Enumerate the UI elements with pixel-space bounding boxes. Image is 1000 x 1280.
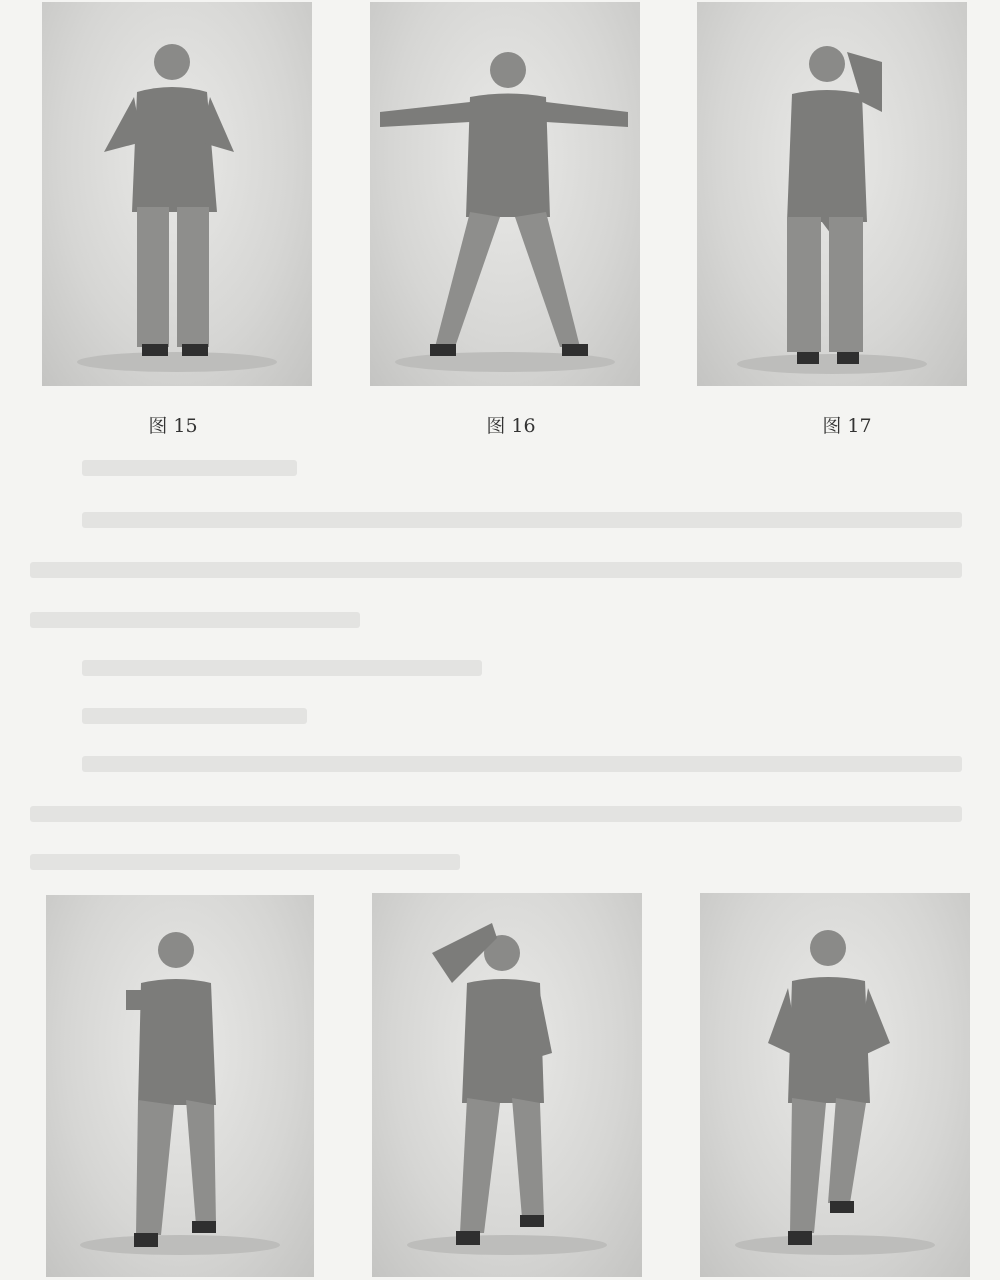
tai-chi-pose-arms-open — [370, 2, 640, 386]
figure-18-photo — [46, 895, 314, 1277]
tai-chi-pose-step-forward — [46, 895, 314, 1277]
figure-17-caption: 图 17 — [822, 415, 872, 437]
tai-chi-pose-hand-raised — [697, 2, 967, 386]
faded-line — [82, 756, 962, 772]
faded-line — [82, 660, 482, 676]
faded-line — [30, 854, 460, 870]
figure-16-caption: 图 16 — [486, 415, 536, 437]
faded-line — [30, 562, 962, 578]
figure-16-photo — [370, 2, 640, 386]
figure-15-caption: 图 15 — [148, 415, 198, 437]
faded-line — [82, 460, 297, 476]
tai-chi-pose-step-hand-raised — [372, 893, 642, 1277]
tai-chi-pose-hands-front — [42, 2, 312, 386]
faded-line — [82, 512, 962, 528]
faded-line — [30, 806, 962, 822]
tai-chi-pose-step-hands-front — [700, 893, 970, 1277]
figure-17-photo — [697, 2, 967, 386]
figure-15-photo — [42, 2, 312, 386]
figure-19-photo — [372, 893, 642, 1277]
figure-20-photo — [700, 893, 970, 1277]
faded-line — [30, 612, 360, 628]
faded-line — [82, 708, 307, 724]
